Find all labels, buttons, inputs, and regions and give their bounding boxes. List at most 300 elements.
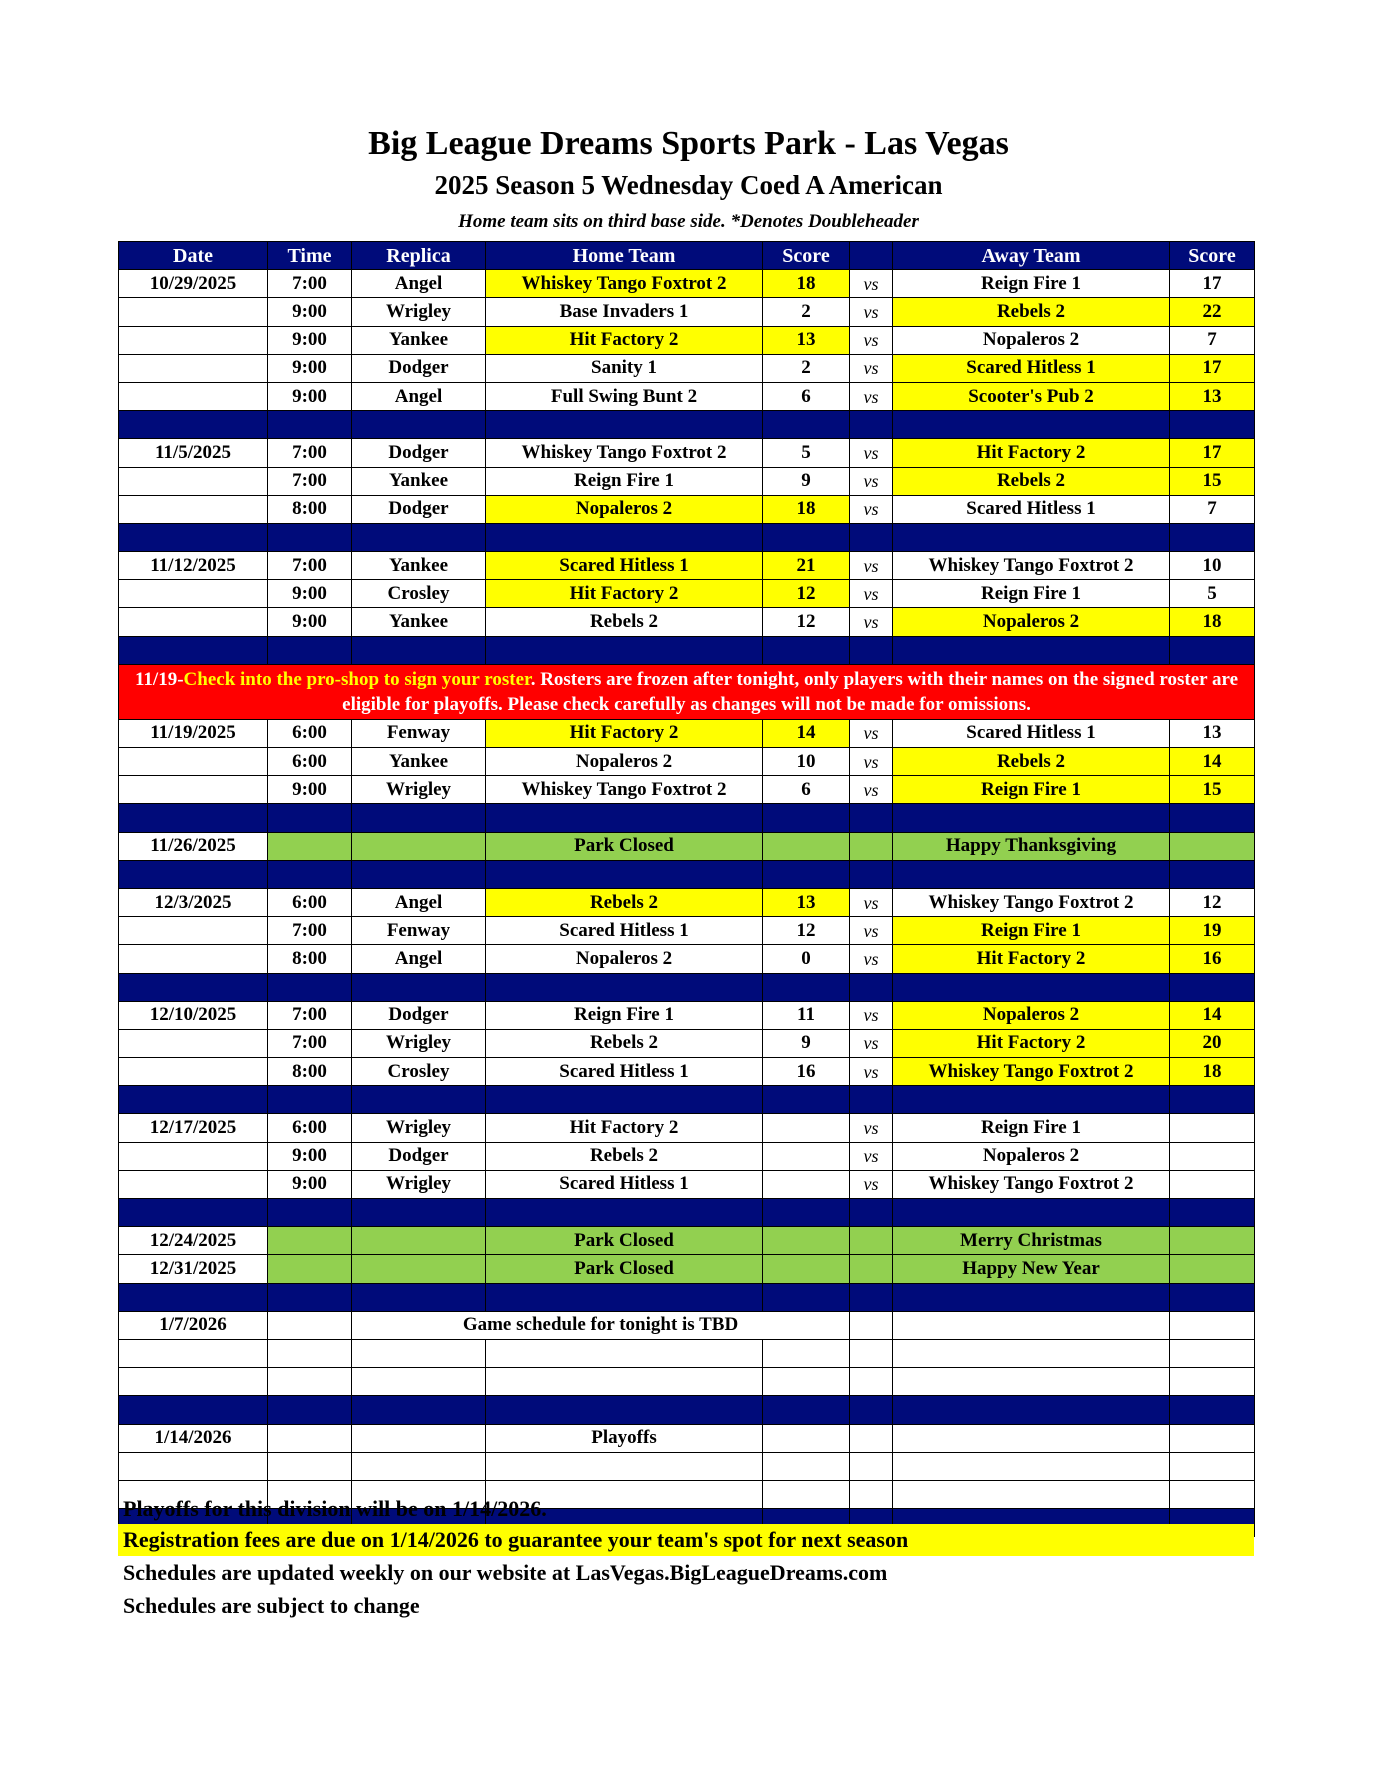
empty-cell bbox=[893, 1311, 1170, 1339]
game-date: 12/24/2025 bbox=[119, 1227, 268, 1255]
separator-cell bbox=[763, 523, 850, 551]
home-score: 6 bbox=[763, 382, 850, 410]
game-date bbox=[119, 495, 268, 523]
vs-label: vs bbox=[850, 1029, 893, 1057]
holiday-label: Merry Christmas bbox=[893, 1227, 1170, 1255]
separator-cell bbox=[486, 636, 763, 664]
game-date: 11/12/2025 bbox=[119, 552, 268, 580]
empty-cell bbox=[268, 1424, 352, 1452]
separator-cell bbox=[893, 1396, 1170, 1424]
separator-cell bbox=[268, 1283, 352, 1311]
vs-label: vs bbox=[850, 776, 893, 804]
separator-row bbox=[119, 411, 1255, 439]
home-team: Rebels 2 bbox=[486, 1029, 763, 1057]
game-replica: Wrigley bbox=[352, 1170, 486, 1198]
away-team: Nopaleros 2 bbox=[893, 608, 1170, 636]
game-date bbox=[119, 945, 268, 973]
empty-cell bbox=[850, 1311, 893, 1339]
separator-cell bbox=[352, 1086, 486, 1114]
separator-cell bbox=[1170, 973, 1255, 1001]
game-time: 6:00 bbox=[268, 1114, 352, 1142]
game-row bbox=[119, 608, 1255, 636]
separator-cell bbox=[893, 523, 1170, 551]
home-score: 10 bbox=[763, 748, 850, 776]
game-date bbox=[119, 382, 268, 410]
separator-cell bbox=[850, 1396, 893, 1424]
home-score: 18 bbox=[763, 270, 850, 298]
away-score: 15 bbox=[1170, 776, 1255, 804]
closed-cell bbox=[850, 1255, 893, 1283]
separator-cell bbox=[119, 636, 268, 664]
vs-label: vs bbox=[850, 917, 893, 945]
tbd-label: Game schedule for tonight is TBD bbox=[352, 1311, 850, 1339]
blank-row bbox=[119, 1339, 1255, 1367]
vs-label: vs bbox=[850, 580, 893, 608]
home-score: 16 bbox=[763, 1058, 850, 1086]
game-date bbox=[119, 467, 268, 495]
game-date: 1/7/2026 bbox=[119, 1311, 268, 1339]
game-date: 1/14/2026 bbox=[119, 1424, 268, 1452]
home-team: Whiskey Tango Foxtrot 2 bbox=[486, 270, 763, 298]
closed-cell bbox=[763, 832, 850, 860]
game-row bbox=[119, 354, 1255, 382]
game-row bbox=[119, 495, 1255, 523]
empty-cell bbox=[352, 1368, 486, 1396]
closed-cell bbox=[268, 832, 352, 860]
empty-cell bbox=[763, 1368, 850, 1396]
separator-row bbox=[119, 973, 1255, 1001]
home-score: 13 bbox=[763, 888, 850, 916]
empty-cell bbox=[763, 1339, 850, 1367]
separator-cell bbox=[352, 860, 486, 888]
separator-row bbox=[119, 1396, 1255, 1424]
home-score: 9 bbox=[763, 467, 850, 495]
home-team: Rebels 2 bbox=[486, 888, 763, 916]
game-date: 10/29/2025 bbox=[119, 270, 268, 298]
separator-cell bbox=[763, 1086, 850, 1114]
home-score: 13 bbox=[763, 326, 850, 354]
empty-cell bbox=[850, 1368, 893, 1396]
separator-row bbox=[119, 1086, 1255, 1114]
away-score: 18 bbox=[1170, 1058, 1255, 1086]
col-vs bbox=[850, 242, 893, 270]
away-team: Nopaleros 2 bbox=[893, 1142, 1170, 1170]
home-team: Rebels 2 bbox=[486, 608, 763, 636]
separator-cell bbox=[352, 1396, 486, 1424]
away-team: Nopaleros 2 bbox=[893, 326, 1170, 354]
game-replica: Yankee bbox=[352, 467, 486, 495]
game-date bbox=[119, 298, 268, 326]
home-team: Nopaleros 2 bbox=[486, 748, 763, 776]
home-team: Full Swing Bunt 2 bbox=[486, 382, 763, 410]
col-time: Time bbox=[268, 242, 352, 270]
game-replica: Dodger bbox=[352, 439, 486, 467]
game-row bbox=[119, 917, 1255, 945]
game-time: 7:00 bbox=[268, 552, 352, 580]
home-score: 12 bbox=[763, 580, 850, 608]
away-team: Whiskey Tango Foxtrot 2 bbox=[893, 888, 1170, 916]
vs-label: vs bbox=[850, 1170, 893, 1198]
separator-cell bbox=[850, 1199, 893, 1227]
separator-row bbox=[119, 636, 1255, 664]
game-time: 6:00 bbox=[268, 719, 352, 747]
away-team: Scooter's Pub 2 bbox=[893, 382, 1170, 410]
blank-row bbox=[119, 1368, 1255, 1396]
closed-cell bbox=[850, 1227, 893, 1255]
separator-cell bbox=[268, 1199, 352, 1227]
empty-cell bbox=[1170, 1424, 1255, 1452]
away-team: Rebels 2 bbox=[893, 298, 1170, 326]
empty-cell bbox=[352, 1339, 486, 1367]
vs-label: vs bbox=[850, 552, 893, 580]
home-score: 0 bbox=[763, 945, 850, 973]
separator-cell bbox=[486, 523, 763, 551]
game-time: 8:00 bbox=[268, 945, 352, 973]
header-row bbox=[119, 242, 1255, 270]
home-team: Sanity 1 bbox=[486, 354, 763, 382]
holiday-label: Happy Thanksgiving bbox=[893, 832, 1170, 860]
empty-cell bbox=[486, 1452, 763, 1480]
away-score: 18 bbox=[1170, 608, 1255, 636]
blank-row bbox=[119, 1452, 1255, 1480]
separator-cell bbox=[893, 636, 1170, 664]
away-score: 16 bbox=[1170, 945, 1255, 973]
col-away-team: Away Team bbox=[893, 242, 1170, 270]
separator-cell bbox=[352, 523, 486, 551]
game-row bbox=[119, 270, 1255, 298]
away-team: Scared Hitless 1 bbox=[893, 495, 1170, 523]
separator-cell bbox=[119, 523, 268, 551]
notice-text: . Rosters are frozen after tonight, only players with their names on the signed roster are eligible for playoffs. Please check carefully as changes will not be made for omissions. bbox=[342, 668, 1239, 715]
away-team: Reign Fire 1 bbox=[893, 1114, 1170, 1142]
vs-label: vs bbox=[850, 326, 893, 354]
col-home-score: Score bbox=[763, 242, 850, 270]
vs-label: vs bbox=[850, 1001, 893, 1029]
game-date: 11/26/2025 bbox=[119, 832, 268, 860]
game-replica: Dodger bbox=[352, 1001, 486, 1029]
game-time: 6:00 bbox=[268, 888, 352, 916]
separator-cell bbox=[352, 411, 486, 439]
game-replica: Fenway bbox=[352, 917, 486, 945]
empty-cell bbox=[352, 1452, 486, 1480]
game-replica: Dodger bbox=[352, 354, 486, 382]
roster-notice-row bbox=[119, 664, 1255, 719]
separator-cell bbox=[352, 1199, 486, 1227]
separator-cell bbox=[893, 860, 1170, 888]
closed-cell bbox=[352, 832, 486, 860]
game-date bbox=[119, 326, 268, 354]
home-score: 9 bbox=[763, 1029, 850, 1057]
closed-cell bbox=[850, 832, 893, 860]
home-team: Rebels 2 bbox=[486, 1142, 763, 1170]
game-row bbox=[119, 719, 1255, 747]
vs-label: vs bbox=[850, 270, 893, 298]
home-score: 18 bbox=[763, 495, 850, 523]
separator-cell bbox=[850, 860, 893, 888]
vs-label: vs bbox=[850, 719, 893, 747]
closed-cell bbox=[352, 1255, 486, 1283]
game-time: 7:00 bbox=[268, 467, 352, 495]
away-score: 14 bbox=[1170, 748, 1255, 776]
away-team: Reign Fire 1 bbox=[893, 917, 1170, 945]
vs-label: vs bbox=[850, 495, 893, 523]
away-score: 17 bbox=[1170, 439, 1255, 467]
home-team: Nopaleros 2 bbox=[486, 495, 763, 523]
separator-cell bbox=[1170, 1086, 1255, 1114]
game-date bbox=[119, 1058, 268, 1086]
game-time: 9:00 bbox=[268, 1142, 352, 1170]
vs-label: vs bbox=[850, 298, 893, 326]
home-team: Whiskey Tango Foxtrot 2 bbox=[486, 776, 763, 804]
closed-cell bbox=[268, 1227, 352, 1255]
empty-cell bbox=[268, 1311, 352, 1339]
home-team: Hit Factory 2 bbox=[486, 580, 763, 608]
home-team: Base Invaders 1 bbox=[486, 298, 763, 326]
away-team: Scared Hitless 1 bbox=[893, 719, 1170, 747]
game-row bbox=[119, 580, 1255, 608]
empty-cell bbox=[486, 1339, 763, 1367]
away-score bbox=[1170, 1142, 1255, 1170]
separator-cell bbox=[486, 860, 763, 888]
vs-label: vs bbox=[850, 382, 893, 410]
empty-cell bbox=[1170, 1311, 1255, 1339]
game-replica: Yankee bbox=[352, 552, 486, 580]
separator-row bbox=[119, 523, 1255, 551]
game-date: 12/31/2025 bbox=[119, 1255, 268, 1283]
game-date bbox=[119, 580, 268, 608]
away-team: Rebels 2 bbox=[893, 467, 1170, 495]
park-closed-label: Park Closed bbox=[486, 1255, 763, 1283]
separator-cell bbox=[1170, 804, 1255, 832]
away-score: 14 bbox=[1170, 1001, 1255, 1029]
home-score bbox=[763, 1170, 850, 1198]
separator-cell bbox=[119, 411, 268, 439]
home-score: 2 bbox=[763, 298, 850, 326]
empty-cell bbox=[1170, 1452, 1255, 1480]
separator-cell bbox=[893, 1086, 1170, 1114]
empty-cell bbox=[1170, 1368, 1255, 1396]
separator-cell bbox=[1170, 860, 1255, 888]
game-row bbox=[119, 1001, 1255, 1029]
playoffs-row bbox=[119, 1424, 1255, 1452]
game-time: 8:00 bbox=[268, 495, 352, 523]
game-row bbox=[119, 298, 1255, 326]
separator-cell bbox=[486, 1283, 763, 1311]
col-away-score: Score bbox=[1170, 242, 1255, 270]
game-time: 7:00 bbox=[268, 1001, 352, 1029]
empty-cell bbox=[486, 1368, 763, 1396]
home-score bbox=[763, 1142, 850, 1170]
away-score: 7 bbox=[1170, 495, 1255, 523]
separator-cell bbox=[850, 973, 893, 1001]
home-score: 21 bbox=[763, 552, 850, 580]
away-score: 13 bbox=[1170, 719, 1255, 747]
separator-cell bbox=[268, 636, 352, 664]
separator-cell bbox=[763, 973, 850, 1001]
park-closed-label: Park Closed bbox=[486, 1227, 763, 1255]
vs-label: vs bbox=[850, 439, 893, 467]
closed-cell bbox=[1170, 1227, 1255, 1255]
separator-cell bbox=[1170, 636, 1255, 664]
page-note: Home team sits on third base side. *Denotes Doubleheader bbox=[458, 211, 919, 232]
closed-cell bbox=[763, 1255, 850, 1283]
closed-cell bbox=[1170, 1255, 1255, 1283]
empty-cell bbox=[119, 1339, 268, 1367]
game-row bbox=[119, 1058, 1255, 1086]
separator-cell bbox=[1170, 411, 1255, 439]
page-subtitle: 2025 Season 5 Wednesday Coed A American bbox=[434, 170, 943, 200]
game-time: 7:00 bbox=[268, 917, 352, 945]
separator-cell bbox=[850, 636, 893, 664]
vs-label: vs bbox=[850, 1114, 893, 1142]
separator-cell bbox=[119, 804, 268, 832]
separator-cell bbox=[850, 523, 893, 551]
separator-cell bbox=[268, 804, 352, 832]
empty-cell bbox=[850, 1339, 893, 1367]
away-team: Reign Fire 1 bbox=[893, 776, 1170, 804]
separator-cell bbox=[1170, 1199, 1255, 1227]
vs-label: vs bbox=[850, 608, 893, 636]
home-team: Hit Factory 2 bbox=[486, 719, 763, 747]
game-date bbox=[119, 354, 268, 382]
separator-cell bbox=[893, 804, 1170, 832]
empty-cell bbox=[1170, 1339, 1255, 1367]
separator-cell bbox=[763, 1283, 850, 1311]
game-replica: Angel bbox=[352, 945, 486, 973]
separator-cell bbox=[763, 411, 850, 439]
away-score: 17 bbox=[1170, 270, 1255, 298]
footer-playoffs: Playoffs for this division will be on 1/14/2026. bbox=[123, 1496, 547, 1521]
separator-cell bbox=[268, 1086, 352, 1114]
park-closed-label: Park Closed bbox=[486, 832, 763, 860]
home-team: Reign Fire 1 bbox=[486, 1001, 763, 1029]
holiday-label: Happy New Year bbox=[893, 1255, 1170, 1283]
roster-notice bbox=[119, 664, 1255, 719]
empty-cell bbox=[268, 1368, 352, 1396]
away-team: Reign Fire 1 bbox=[893, 270, 1170, 298]
home-score bbox=[763, 1114, 850, 1142]
away-team: Hit Factory 2 bbox=[893, 439, 1170, 467]
separator-cell bbox=[119, 973, 268, 1001]
game-replica: Dodger bbox=[352, 1142, 486, 1170]
home-score: 6 bbox=[763, 776, 850, 804]
separator-cell bbox=[486, 1396, 763, 1424]
park-closed-row bbox=[119, 1255, 1255, 1283]
away-team: Nopaleros 2 bbox=[893, 1001, 1170, 1029]
vs-label: vs bbox=[850, 1142, 893, 1170]
game-date: 12/17/2025 bbox=[119, 1114, 268, 1142]
separator-cell bbox=[893, 973, 1170, 1001]
separator-cell bbox=[850, 411, 893, 439]
game-replica: Crosley bbox=[352, 1058, 486, 1086]
away-score: 15 bbox=[1170, 467, 1255, 495]
vs-label: vs bbox=[850, 354, 893, 382]
game-replica: Angel bbox=[352, 270, 486, 298]
empty-cell bbox=[893, 1424, 1170, 1452]
game-replica: Wrigley bbox=[352, 1114, 486, 1142]
home-team: Scared Hitless 1 bbox=[486, 1170, 763, 1198]
separator-cell bbox=[119, 1199, 268, 1227]
separator-cell bbox=[763, 1396, 850, 1424]
home-score: 2 bbox=[763, 354, 850, 382]
game-replica: Dodger bbox=[352, 495, 486, 523]
game-time: 9:00 bbox=[268, 776, 352, 804]
footer-website: Schedules are updated weekly on our website at LasVegas.BigLeagueDreams.com bbox=[123, 1560, 888, 1585]
closed-cell bbox=[1170, 832, 1255, 860]
game-time: 9:00 bbox=[268, 1170, 352, 1198]
home-team: Hit Factory 2 bbox=[486, 326, 763, 354]
game-row bbox=[119, 1029, 1255, 1057]
game-time: 9:00 bbox=[268, 382, 352, 410]
notice-prefix: 11/19- bbox=[134, 668, 184, 690]
game-row bbox=[119, 1114, 1255, 1142]
away-team: Whiskey Tango Foxtrot 2 bbox=[893, 1058, 1170, 1086]
away-score: 20 bbox=[1170, 1029, 1255, 1057]
game-time: 8:00 bbox=[268, 1058, 352, 1086]
empty-cell bbox=[119, 1368, 268, 1396]
away-score: 13 bbox=[1170, 382, 1255, 410]
game-date bbox=[119, 748, 268, 776]
home-score: 12 bbox=[763, 917, 850, 945]
empty-cell bbox=[119, 1452, 268, 1480]
footer-registration: Registration fees are due on 1/14/2026 to guarantee your team's spot for next season bbox=[118, 1524, 1254, 1556]
game-date bbox=[119, 608, 268, 636]
col-replica: Replica bbox=[352, 242, 486, 270]
game-row bbox=[119, 552, 1255, 580]
empty-cell bbox=[268, 1452, 352, 1480]
away-score bbox=[1170, 1170, 1255, 1198]
separator-row bbox=[119, 860, 1255, 888]
empty-cell bbox=[893, 1368, 1170, 1396]
game-time: 7:00 bbox=[268, 439, 352, 467]
tbd-row bbox=[119, 1311, 1255, 1339]
game-replica: Crosley bbox=[352, 580, 486, 608]
separator-cell bbox=[850, 804, 893, 832]
playoffs-label: Playoffs bbox=[486, 1424, 763, 1452]
separator-row bbox=[119, 804, 1255, 832]
vs-label: vs bbox=[850, 888, 893, 916]
page-title: Big League Dreams Sports Park - Las Vegas bbox=[368, 125, 1009, 162]
separator-cell bbox=[268, 523, 352, 551]
game-replica: Angel bbox=[352, 382, 486, 410]
home-score: 12 bbox=[763, 608, 850, 636]
separator-cell bbox=[486, 804, 763, 832]
home-team: Nopaleros 2 bbox=[486, 945, 763, 973]
away-score bbox=[1170, 1114, 1255, 1142]
away-score: 12 bbox=[1170, 888, 1255, 916]
separator-cell bbox=[119, 860, 268, 888]
vs-label: vs bbox=[850, 945, 893, 973]
separator-cell bbox=[352, 636, 486, 664]
separator-cell bbox=[1170, 1396, 1255, 1424]
away-score: 17 bbox=[1170, 354, 1255, 382]
game-time: 9:00 bbox=[268, 298, 352, 326]
game-row bbox=[119, 945, 1255, 973]
separator-cell bbox=[486, 973, 763, 1001]
game-replica: Wrigley bbox=[352, 1029, 486, 1057]
separator-cell bbox=[850, 1086, 893, 1114]
empty-cell bbox=[850, 1480, 893, 1508]
separator-cell bbox=[268, 411, 352, 439]
schedule-table bbox=[118, 241, 1255, 1537]
game-time: 9:00 bbox=[268, 608, 352, 636]
separator-cell bbox=[268, 973, 352, 1001]
home-team: Scared Hitless 1 bbox=[486, 552, 763, 580]
game-row bbox=[119, 1142, 1255, 1170]
separator-cell bbox=[352, 804, 486, 832]
away-team: Whiskey Tango Foxtrot 2 bbox=[893, 1170, 1170, 1198]
game-date: 11/19/2025 bbox=[119, 719, 268, 747]
